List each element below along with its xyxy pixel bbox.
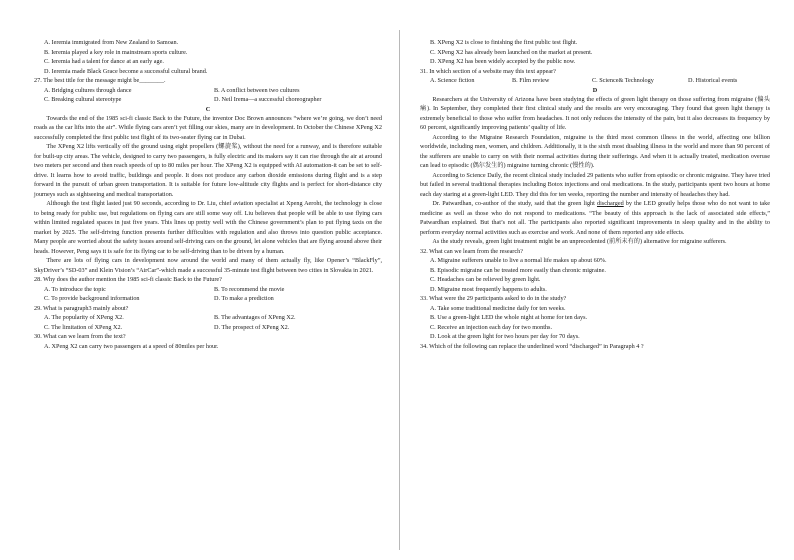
paragraph-4-text-before: Dr. Patwardhan, co-author of the study, said that the green light — [432, 200, 597, 207]
q31-option-b[interactable]: B. Film review — [512, 77, 550, 84]
q28-options-row2 — [34, 294, 382, 304]
q33-option-c[interactable]: C. Receive an injection each day for two months. — [430, 323, 552, 331]
passage-d-paragraph-2: According to the Migraine Research Foundation, migraine is the third most common illness in the world, affecting one billion worldwide, including men, women, and children. Additionally, it is the sixth most disabling illness in the world and more than 90 percent of the sufferers are unable to carry on with their normal activities during their sufferings. And when it is actually treated, medication overuse can lead to episodic (偶尔发生的) migraine turning chronic (慢性的). — [420, 133, 770, 169]
q27-stem: 27. The best title for the message might be________. — [34, 77, 166, 84]
q33-option-b[interactable]: B. Use a green-light LED the whole night at home for ten days. — [430, 314, 588, 321]
q27-option-a[interactable]: A. Bridging cultures through dance — [44, 86, 132, 94]
q31-option-d[interactable]: D. Historical events — [688, 77, 738, 84]
passage-d-paragraph-5: As the study reveals, green light treatment might be an unprecedented (前所未有的) alternative for migraine sufferers. — [432, 238, 727, 245]
q31-stem: 31. In which section of a website may this text appear? — [420, 67, 556, 75]
passage-d-paragraph-1: Researchers at the University of Arizona have been studying the effects of green light therapy on those suffering from migraine (偏头痛). In September, they completed their first clinical study and the results are very encouraging. They found that green light therapy is extremely beneficial to those who suffer from headaches. It not only reduces the intensity of the pain, but it also decreases its frequency by 60 percent, significantly improving patients’ quality of life. — [420, 95, 770, 131]
q30-option-d[interactable]: D. XPeng X2 has been widely accepted by the public now. — [430, 58, 576, 65]
q26-option-d[interactable]: D. Ieremia made Black Grace become a successful cultural brand. — [44, 67, 208, 75]
q28-stem: 28. Why does the author mention the 1985 sci-fi classic Back to the Future? — [34, 276, 222, 283]
q29-option-d[interactable]: D. The prospect of XPeng X2. — [214, 323, 290, 331]
q29-stem: 29. What is paragraph3 mainly about? — [34, 304, 129, 312]
passage-c-paragraph-1: Towards the end of the 1985 sci-fi classic Back to the Future, the inventor Doc Brown announces “where we’re going, we don’t need roads as the car lifts into the air”. While flying cars aren’t yet filling our skies, many are in development. In October the Chinese XPeng X2 successfully completed the first public test flight of its two-seater flying car in Dubai. — [34, 114, 382, 141]
q32-option-c[interactable]: C. Headaches can be relieved by green light. — [430, 276, 541, 283]
passage-c-paragraph-2: The XPeng X2 lifts vertically off the ground using eight propellers (螺旋桨), without the need for a runway, and is therefore suitable for built-up city areas. The vehicle, designed to carry two passengers, is fully electric and its makers say it can rise through the air at around two meters per second and then reach speeds of up to 80 miles per hour. The XPeng X2 is equipped with AI automation-it can be set to self-drive. It learns how to avoid traffic, buildings and people. It does not produce any carbon dioxide emissions during flight and is a step forward in the pursuit of urban green transportation. It is suitable for future low-altitude city flights and is perfect for short-distance city journeys such as sightseeing and medical transportation. — [34, 143, 382, 198]
column-divider — [399, 30, 400, 550]
q30-option-b[interactable]: B. XPeng X2 is close to finishing the first public test flight. — [430, 39, 578, 46]
q29-option-a[interactable]: A. The popularity of XPeng X2. — [44, 314, 124, 321]
passage-d-paragraph-4 — [420, 199, 770, 237]
paragraph-4-text-after: by the LED greatly helps those who do not want to take medicine as well as those who do not respond to medications. “The beauty of this approach is the lack of associated side effects,” Patwardhan explained. But that’s not all. The participants also reported significant improvements in sleep quality and in the ability to perform everyday normal activities such as exercise and work. And none of them reported any side effects. — [420, 200, 770, 236]
q32-option-d[interactable]: D. Migraine most frequently happens to adults. — [430, 285, 547, 293]
q27-option-b[interactable]: B. A conflict between two cultures — [214, 86, 300, 94]
q34-stem: 34. Which of the following can replace the underlined word “discharged” in Paragraph 4 ? — [420, 342, 644, 350]
q31-option-c[interactable]: C. Science& Technology — [592, 77, 654, 84]
q33-option-d[interactable]: D. Look at the green light for two hours per day for 70 days. — [430, 333, 580, 340]
q30-option-c[interactable]: C. XPeng X2 has already been launched on the market at present. — [430, 48, 593, 56]
q31-options — [420, 76, 770, 86]
q32-option-a[interactable]: A. Migraine sufferers unable to live a normal life makes up about 60%. — [430, 257, 607, 264]
q26-option-c[interactable]: C. Ieremia had a talent for dance at an early age. — [44, 58, 164, 65]
q27-options-row1 — [34, 86, 382, 96]
q28-options-row1 — [34, 285, 382, 295]
q30-stem: 30. What can we learn from the text? — [34, 333, 126, 340]
q29-option-b[interactable]: B. The advantages of XPeng X2. — [214, 314, 296, 321]
q32-stem: 32. What can we learn from the research? — [420, 247, 523, 255]
q29-options-row1 — [34, 313, 382, 323]
q29-option-c[interactable]: C. The limitation of XPeng X2. — [44, 323, 123, 331]
q33-stem: 33. What were the 29 participants asked to do in the study? — [420, 295, 567, 302]
q33-option-a[interactable]: A. Take some traditional medicine daily for ten weeks. — [430, 304, 566, 312]
right-column — [420, 38, 770, 351]
passage-c-paragraph-3: Although the test flight lasted just 90 seconds, according to Dr. Liu, chief aviation specialist at Xpeng Aeroht, the technology is close to being ready for public use, but regulations on flying cars are still some way off. Liu believes that people will be able to use flying cars within limited regulated spaces in just five years. This lines up pretty well with the Chinese government’s plan to put flying taxis on the market by 2025. The self-driving function presents further difficulties with regulation and also throws into question public acceptance. Many people are worried about the safety issues around self-driving cars on the ground, let alone vehicles that are flying around above their heads. However, Peng says it is safe for its flying car to be self-driving than to be driven by a human. — [34, 200, 382, 255]
q28-option-d[interactable]: D. To make a prediction — [214, 295, 274, 302]
passage-c-paragraph-4: There are lots of flying cars in development now around the world and many of them actually fly, like Opener’s “BlackFly”, SkyDriver’s “SD-03” and Klein Vision’s “AirCar”-which made a successful 35-minute test flight between two cities in Slovakia in 2021. — [34, 257, 382, 274]
q30-option-a[interactable]: A. XPeng X2 can carry two passengers at a speed of 80miles per hour. — [44, 342, 219, 350]
q26-option-a[interactable]: A. Ieremia immigrated from New Zealand to Samoan. — [44, 39, 179, 46]
underlined-word-discharged: discharged — [596, 200, 624, 207]
q28-option-a[interactable]: A. To introduce the topic — [44, 285, 106, 293]
q27-options-row2 — [34, 95, 382, 105]
q27-option-d[interactable]: D. Neil Irema—a successful choreographer — [214, 96, 322, 103]
q28-option-b[interactable]: B. To recommend the movie — [214, 285, 285, 293]
passage-d-paragraph-3: According to Science Daily, the recent clinical study included 29 patients who suffer from episodic or chronic migraine. They have tried but failed in several traditional therapies including Botox injections and oral medications. In the study, participants spent two hours at home each day staring at a green-light LED. They did this for ten weeks, reporting the number and intensity of headaches they had. — [420, 171, 770, 198]
q28-option-c[interactable]: C. To provide background information — [44, 295, 140, 302]
q32-option-b[interactable]: B. Episodic migraine can be treated more easily than chronic migraine. — [430, 266, 606, 274]
left-column — [34, 38, 382, 351]
q31-option-a[interactable]: A. Science fiction — [430, 77, 475, 84]
q26-option-b[interactable]: B. Ieremia played a key role in mainstream sports culture. — [44, 48, 188, 56]
section-d-heading: D — [592, 86, 598, 94]
section-c-heading: C — [205, 105, 211, 113]
q27-option-c[interactable]: C. Breaking cultural stereotype — [44, 96, 122, 103]
q29-options-row2 — [34, 323, 382, 333]
